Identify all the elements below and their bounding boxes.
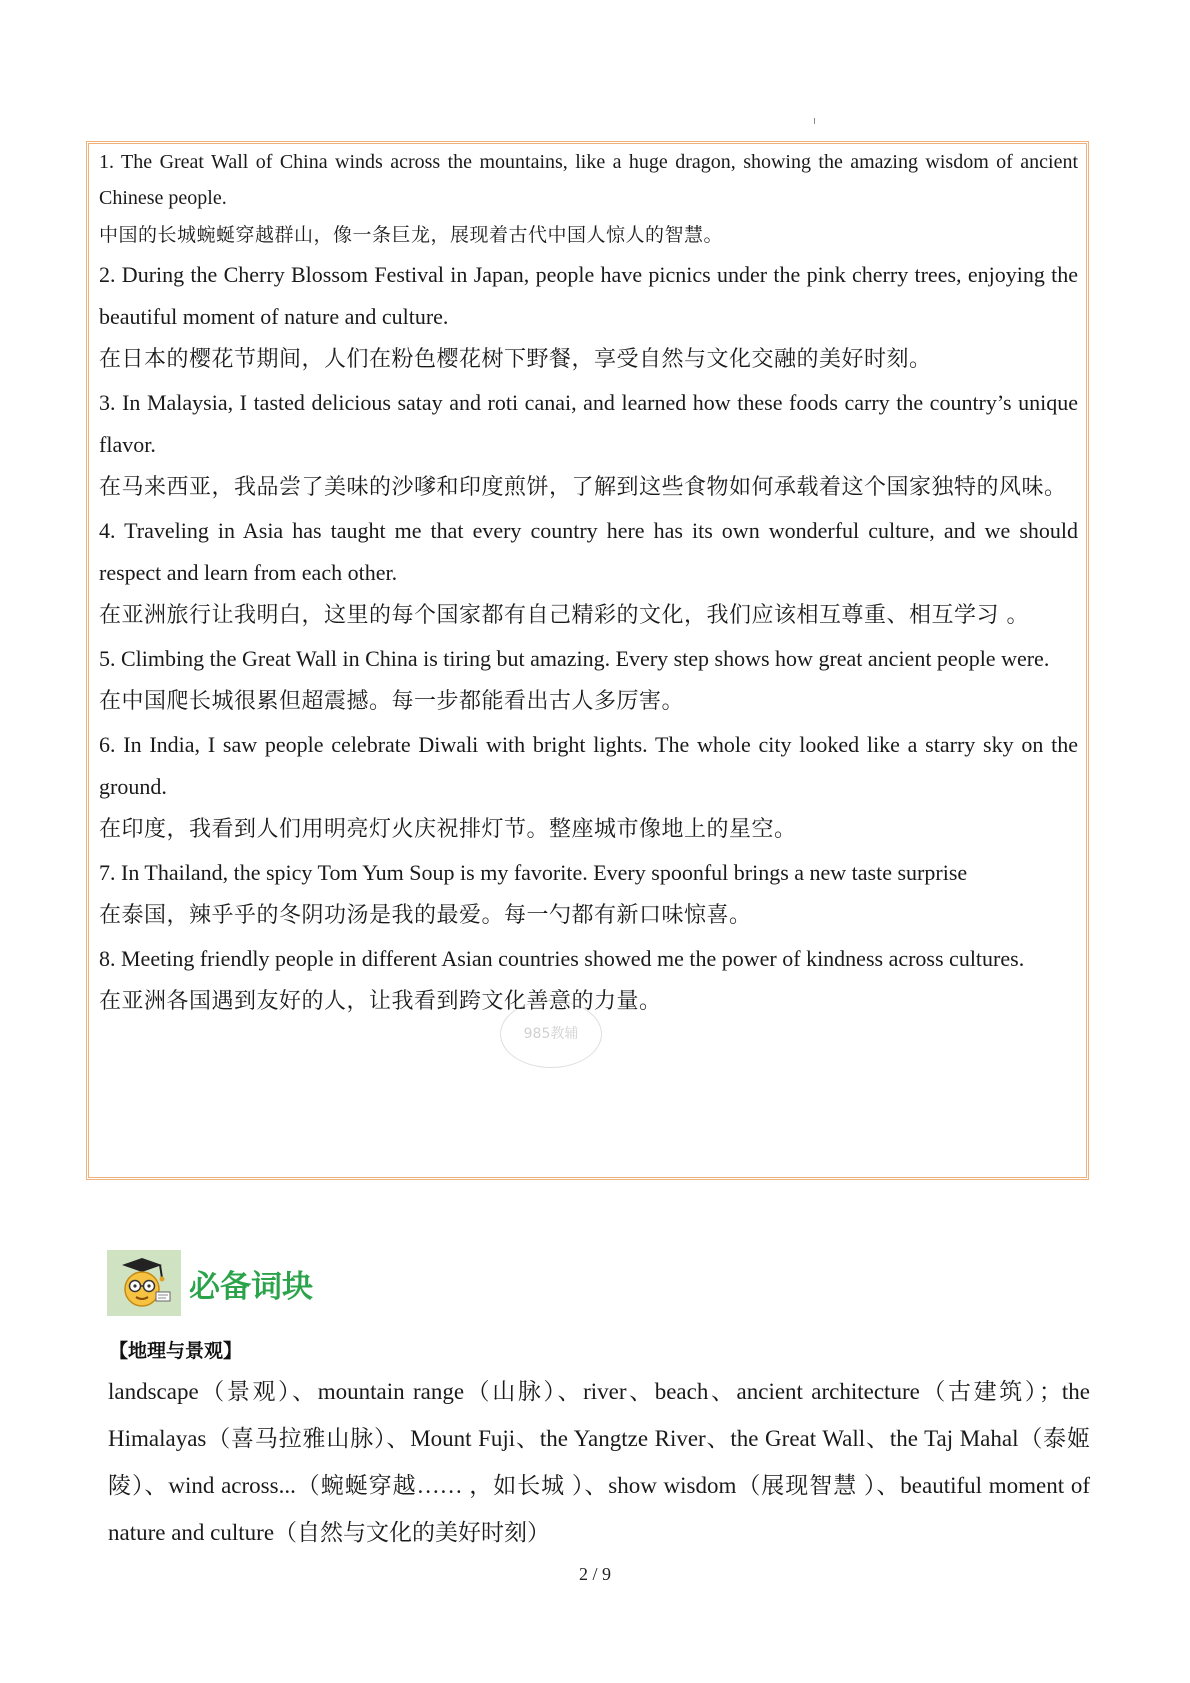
sentence-8-english: 8. Meeting friendly people in different Asian countries showed me the power of kindness across cultures.	[99, 946, 1025, 971]
sentence-7-chinese: 在泰国，辣乎乎的冬阴功汤是我的最爱。每一勺都有新口味惊喜。	[99, 903, 752, 928]
example-sentences-box	[86, 141, 1089, 1180]
sentence-1	[99, 144, 1078, 254]
sentence-5-chinese: 在中国爬长城很累但超震撼。每一步都能看出古人多厉害。	[99, 689, 685, 714]
sentence-3-english: 3. In Malaysia, I tasted delicious satay and roti canai, and learned how these foods carry the country’s unique flavor.	[99, 390, 1078, 457]
sentence-4-english: 4. Traveling in Asia has taught me that every country here has its own wonderful culture, and we should respect and learn from each other.	[99, 518, 1078, 585]
watermark-stamp: 985教辅	[500, 1000, 602, 1068]
sentence-6	[99, 724, 1078, 852]
sentence-8-chinese: 在亚洲各国遇到友好的人，让我看到跨文化善意的力量。	[99, 989, 662, 1014]
vocab-list: landscape（景观）、mountain range（山脉）、river、beach、ancient architecture（古建筑）；the Himalayas（喜马拉雅山脉）、Mount Fuji、the Yangtze River、the Great Wall、the Taj Mahal（泰姬陵）、wind across...（蜿蜒穿越…… ，如长城 ）、show wisdom（展现智慧 ）、beautiful moment of nature and culture（自然与文化的美好时刻）	[108, 1379, 1090, 1545]
sentence-7	[99, 852, 1078, 938]
sentence-2	[99, 254, 1078, 382]
page-number: 2 / 9	[578, 1564, 611, 1584]
sentence-1-english: 1. The Great Wall of China winds across the mountains, like a huge dragon, showing the amazing wisdom of ancient Chinese people.	[99, 151, 1078, 209]
sentence-8	[99, 938, 1078, 1024]
sentence-6-english: 6. In India, I saw people celebrate Diwali with bright lights. The whole city looked like a starry sky on the ground.	[99, 732, 1078, 799]
sentence-4	[99, 510, 1078, 638]
sentence-5-english: 5. Climbing the Great Wall in China is tiring but amazing. Every step shows how great ancient people were.	[99, 646, 1050, 671]
sentence-1-chinese: 中国的长城蜿蜒穿越群山，像一条巨龙，展现着古代中国人惊人的智慧。	[99, 224, 724, 246]
sentence-3	[99, 382, 1078, 510]
header-mark	[814, 118, 815, 124]
sentence-7-english: 7. In Thailand, the spicy Tom Yum Soup is my favorite. Every spoonful brings a new taste surprise	[99, 860, 968, 885]
sentence-3-chinese: 在马来西亚，我品尝了美味的沙嗲和印度煎饼，了解到这些食物如何承载着这个国家独特的风味。	[99, 475, 1067, 500]
sentence-4-chinese: 在亚洲旅行让我明白，这里的每个国家都有自己精彩的文化，我们应该相互尊重、相互学习 。	[99, 603, 1029, 628]
sentence-2-chinese: 在日本的樱花节期间，人们在粉色樱花树下野餐，享受自然与文化交融的美好时刻。	[99, 347, 932, 372]
sentence-2-english: 2. During the Cherry Blossom Festival in Japan, people have picnics under the pink cherry trees, enjoying the beautiful moment of nature and culture.	[99, 262, 1078, 329]
section-header	[107, 1250, 313, 1316]
sentence-5	[99, 638, 1078, 724]
section-title: 必备词块	[189, 1268, 313, 1305]
graduate-emoji-icon	[107, 1250, 181, 1316]
sentence-6-chinese: 在印度，我看到人们用明亮灯火庆祝排灯节。整座城市像地上的星空。	[99, 817, 797, 842]
vocab-category-heading: 【地理与景观】	[109, 1340, 243, 1362]
